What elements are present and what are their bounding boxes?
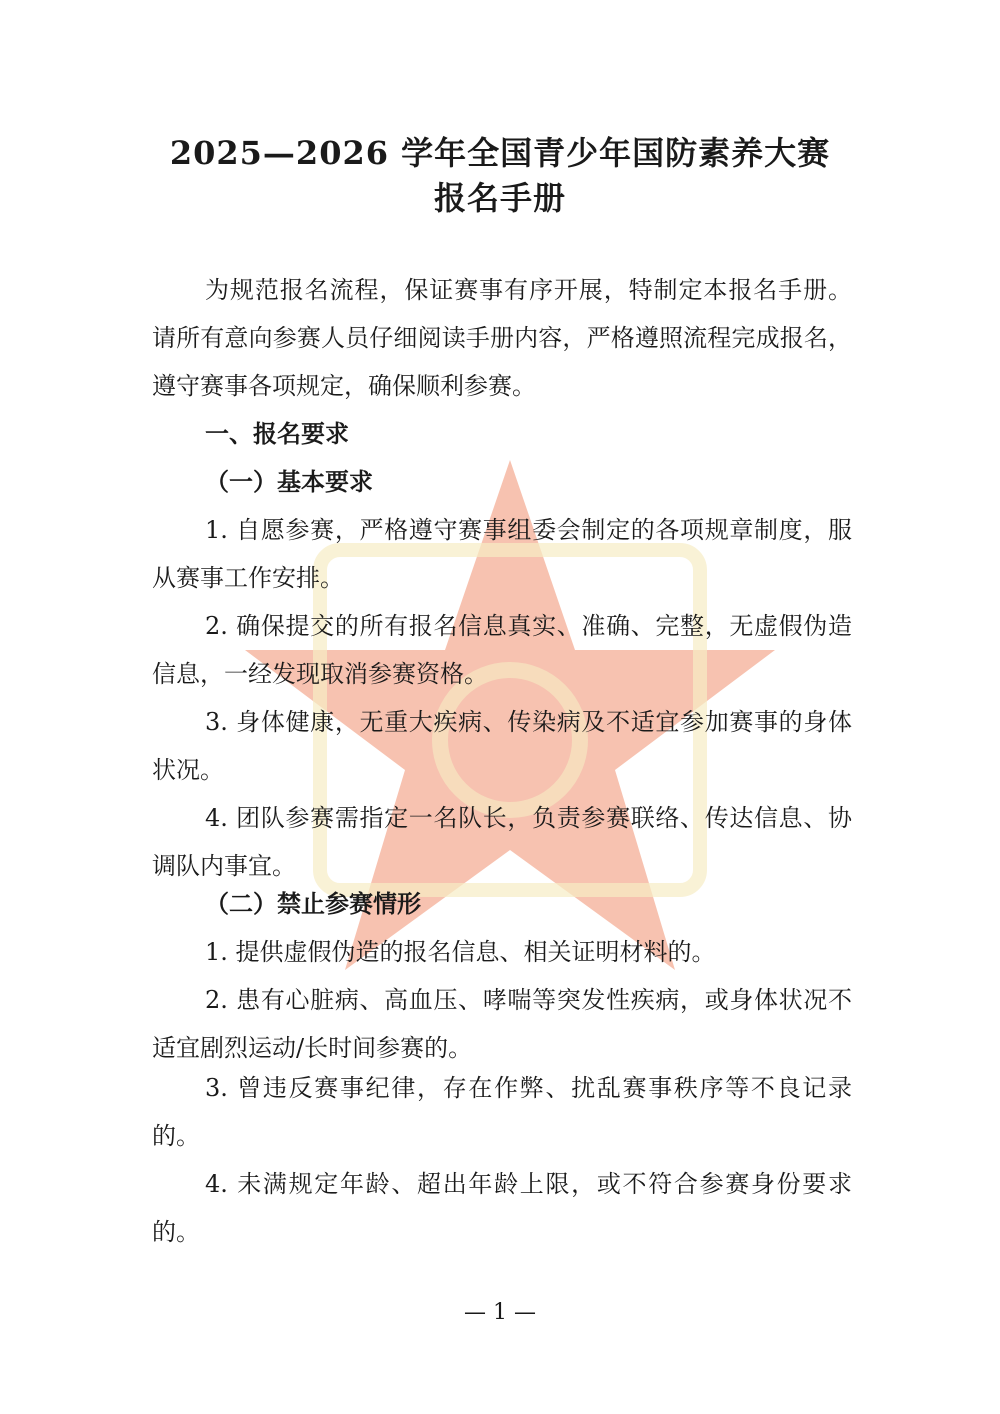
subsection-heading-basic: （一）基本要求 [205,467,373,496]
prohibited-item-2: 2. 患有心脏病、高血压、哮喘等突发性疾病，或身体状况不适宜剧烈运动/长时间参赛的。 [152,986,852,1062]
page-number: — 1 — [464,1300,536,1325]
prohibited-item-3: 3. 曾违反赛事纪律，存在作弊、扰乱赛事秩序等不良记录的。 [152,1074,852,1150]
prohibited-item-4: 4. 未满规定年龄、超出年龄上限，或不符合参赛身份要求的。 [152,1170,852,1246]
subsection-heading-prohibited: （二）禁止参赛情形 [205,889,421,918]
prohibited-item-1: 1. 提供虚假伪造的报名信息、相关证明材料的。 [205,938,716,966]
basic-requirement-2: 2. 确保提交的所有报名信息真实、准确、完整，无虚假伪造信息，一经发现取消参赛资格。 [152,612,852,688]
document-subtitle: 报名手册 [433,179,566,217]
section-heading: 一、报名要求 [205,420,349,448]
intro-paragraph: 为规范报名流程，保证赛事有序开展，特制定本报名手册。请所有意向参赛人员仔细阅读手册内容，严格遵照流程完成报名，遵守赛事各项规定，确保顺利参赛。 [152,276,852,400]
basic-requirement-4: 4. 团队参赛需指定一名队长，负责参赛联络、传达信息、协调队内事宜。 [152,804,852,880]
basic-requirement-1: 1. 自愿参赛，严格遵守赛事组委会制定的各项规章制度，服从赛事工作安排。 [152,516,852,592]
document-title: 2025—2026 学年全国青少年国防素养大赛 [169,134,831,172]
basic-requirement-3: 3. 身体健康，无重大疾病、传染病及不适宜参加赛事的身体状况。 [152,708,852,784]
